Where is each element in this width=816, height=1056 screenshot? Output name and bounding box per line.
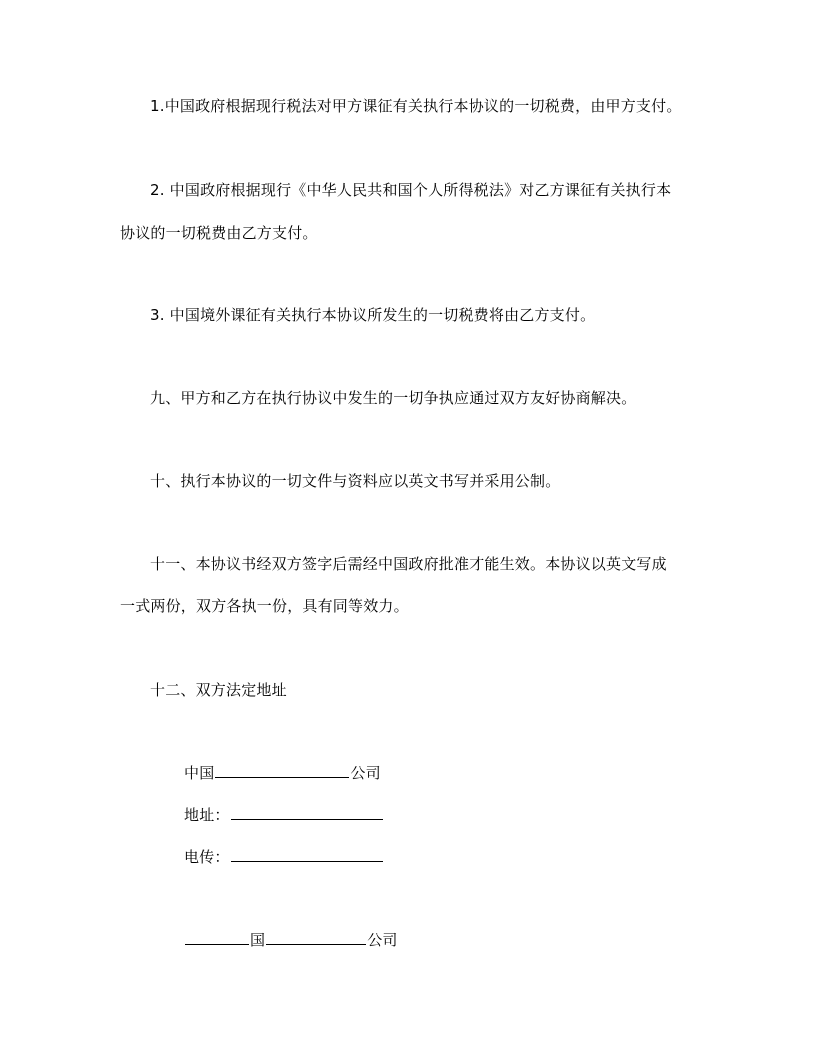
party-a-fax-line bbox=[184, 846, 384, 867]
clause-tax-2-line2: 协议的一切税费由乙方支付。 bbox=[120, 224, 318, 242]
party-a-prefix: 中国 bbox=[184, 764, 215, 782]
party-b-country-suffix: 国 bbox=[250, 931, 266, 949]
party-b-country-blank bbox=[185, 929, 249, 945]
clause-tax-2-line1: 2. 中国政府根据现行《中华人民共和国个人所得税法》对乙方课征有关执行本 bbox=[150, 181, 672, 199]
article-9: 九、甲方和乙方在执行协议中发生的一切争执应通过双方友好协商解决。 bbox=[150, 389, 637, 407]
party-a-address-line bbox=[184, 804, 384, 825]
article-12-heading: 十二、双方法定地址 bbox=[150, 681, 287, 699]
article-11-line2: 一式两份，双方各执一份，具有同等效力。 bbox=[120, 597, 409, 615]
article-10: 十、执行本协议的一切文件与资料应以英文书写并采用公制。 bbox=[150, 472, 561, 490]
party-a-address-blank bbox=[231, 804, 383, 820]
party-a-name-blank bbox=[215, 762, 349, 778]
clause-tax-1: 1.中国政府根据现行税法对甲方课征有关执行本协议的一切税费，由甲方支付。 bbox=[150, 97, 682, 115]
party-a-fax-label: 电传： bbox=[184, 848, 230, 866]
party-a-address-label: 地址： bbox=[184, 806, 230, 824]
party-a-company-line bbox=[184, 762, 381, 783]
party-b-name-blank bbox=[266, 929, 366, 945]
clause-tax-3: 3. 中国境外课征有关执行本协议所发生的一切税费将由乙方支付。 bbox=[150, 306, 596, 324]
party-a-fax-blank bbox=[231, 846, 383, 862]
party-b-company-line bbox=[184, 929, 398, 950]
party-b-company-suffix: 公司 bbox=[367, 931, 398, 949]
party-a-suffix: 公司 bbox=[350, 764, 381, 782]
article-11-line1: 十一、本协议书经双方签字后需经中国政府批准才能生效。本协议以英文写成 bbox=[150, 555, 667, 573]
